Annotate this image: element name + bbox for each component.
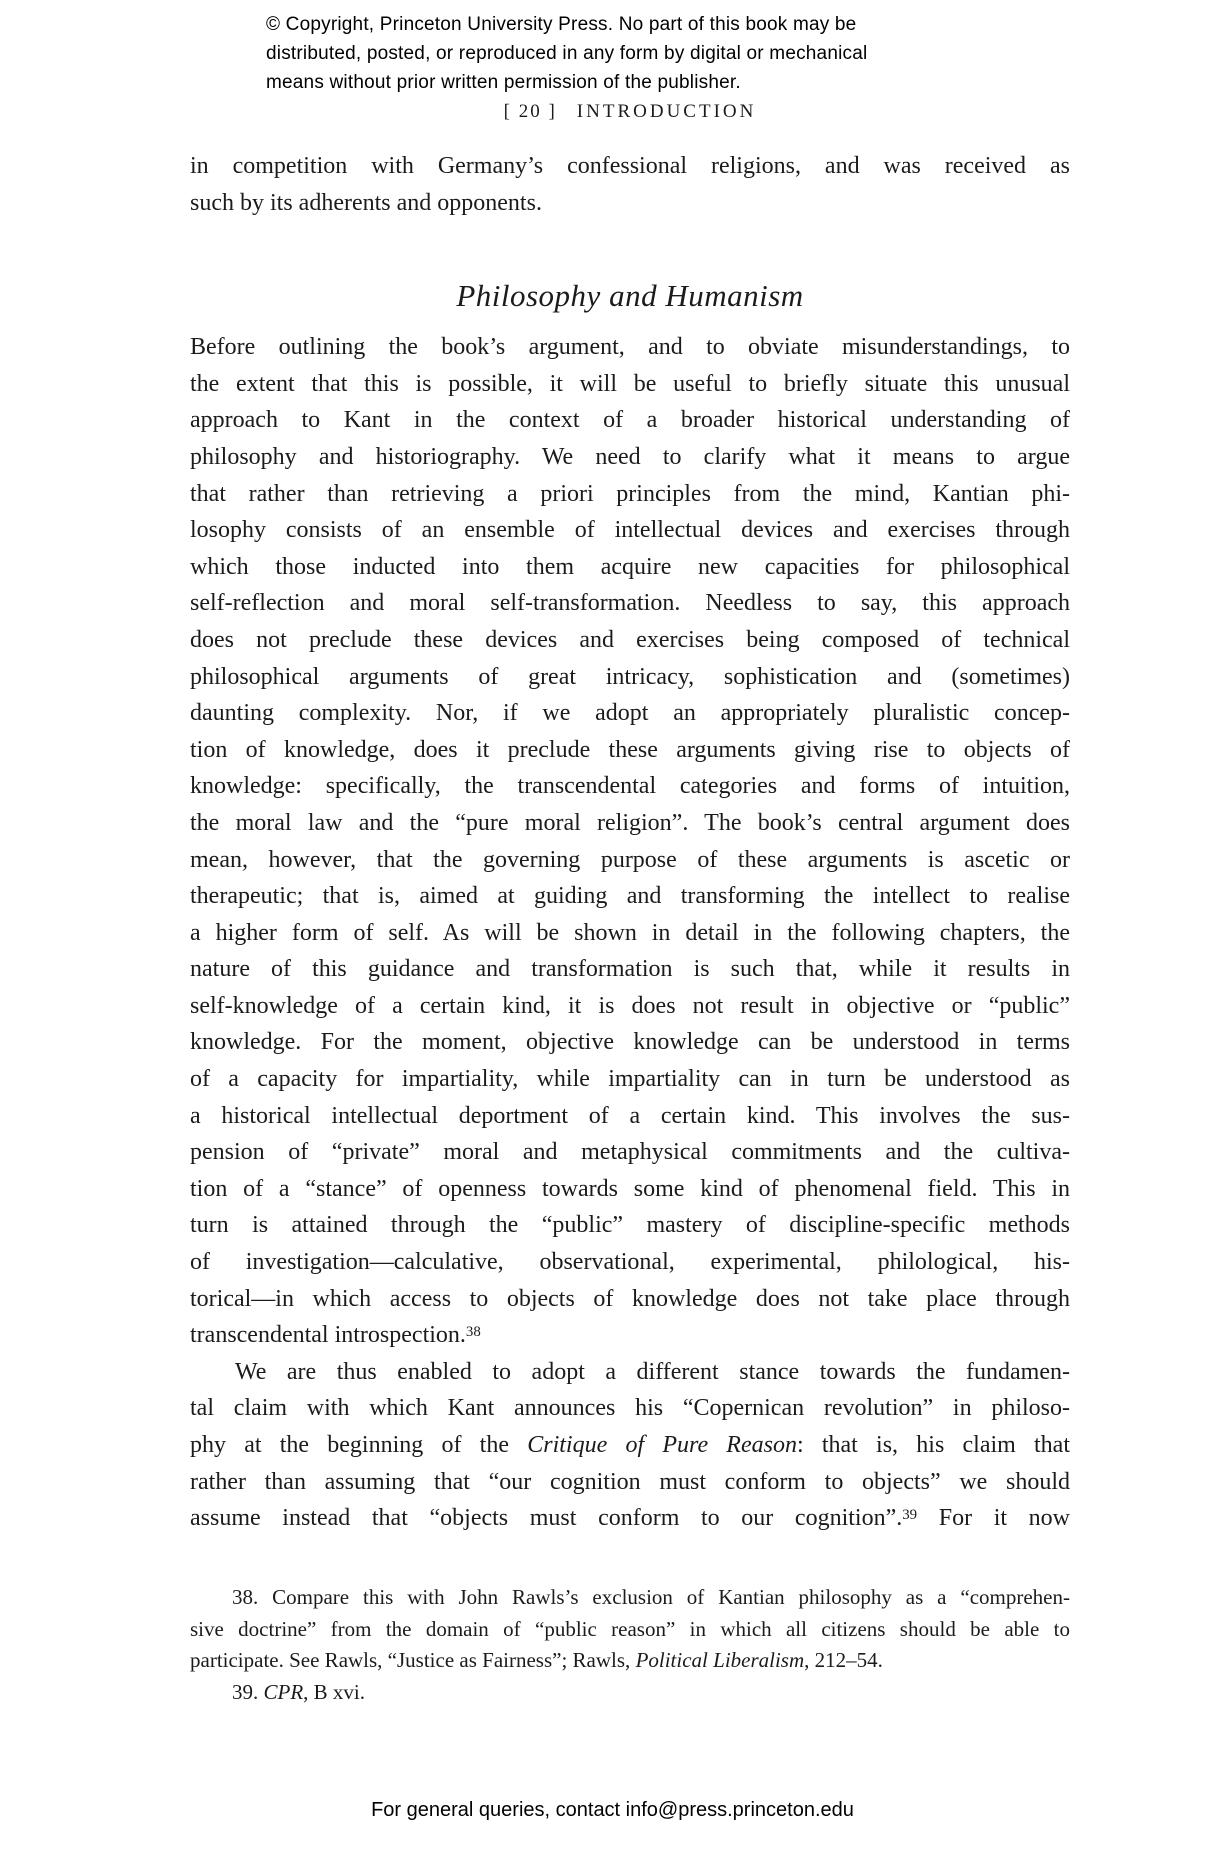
text-line: the moral law and the “pure moral religion”. The book’s central argument does [190, 809, 1070, 836]
text-line: of a capacity for impartiality, while impartiality can in turn be understood as [190, 1066, 1070, 1093]
page-number: [ 20 ] [503, 101, 557, 122]
text-line: Before outlining the book’s argument, and to obviate misunderstandings, to [190, 334, 1070, 361]
text-line: daunting complexity. Nor, if we adopt an appropriately pluralistic concep- [190, 700, 1070, 727]
text-line: assume instead that “objects must conform to our cognition”.$^{39}$ For it now [190, 1505, 1071, 1532]
footnote [190, 1677, 1070, 1709]
footnote [190, 1582, 1070, 1677]
text-line: turn is attained through the “public” mastery of discipline-specific methods [190, 1212, 1070, 1239]
text-line: that rather than retrieving a priori principles from the mind, Kantian phi- [190, 480, 1070, 507]
text-line: tal claim with which Kant announces his “Copernican revolution” in philoso- [190, 1395, 1070, 1422]
text-line: such by its adherents and opponents. [190, 189, 542, 216]
paragraph [190, 148, 1070, 221]
copyright-line: © Copyright, Princeton University Press. No part of this book may be [266, 14, 857, 35]
copyright-line: means without prior written permission of the publisher. [266, 72, 741, 93]
text-line: tion of a “stance” of openness towards some kind of phenomenal field. This in [190, 1175, 1070, 1202]
text-line: knowledge: specifically, the transcendental categories and forms of intuition, [190, 773, 1070, 800]
text-line: rather than assuming that “our cognition must conform to objects” we should [190, 1468, 1070, 1495]
text-line: of investigation—calculative, observational, experimental, philological, his- [190, 1249, 1070, 1276]
text-line: We are thus enabled to adopt a different stance towards the fundamen- [235, 1358, 1070, 1385]
text-line: a higher form of self. As will be shown in detail in the following chapters, the [190, 919, 1070, 946]
running-head [190, 100, 1070, 124]
text-line: 39. CPR, B xvi. [232, 1679, 366, 1704]
text-line: participate. See Rawls, “Justice as Fairness”; Rawls, Political Liberalism, 212–54. [190, 1648, 883, 1672]
text-line: which those inducted into them acquire new capacities for philosophical [190, 553, 1070, 580]
copyright-notice [266, 10, 867, 97]
footnotes [190, 1582, 1070, 1708]
paragraph [190, 1354, 1070, 1537]
text-column [190, 148, 1070, 1537]
text-line: therapeutic; that is, aimed at guiding and transforming the intellect to realise [190, 883, 1070, 910]
text-line: torical—in which access to objects of knowledge does not take place through [190, 1285, 1070, 1312]
text-line: phy at the beginning of the Critique of Pure Reason: that is, his claim that [190, 1432, 1071, 1458]
text-line: knowledge. For the moment, objective knowledge can be understood in terms [190, 1029, 1070, 1056]
paragraph [190, 329, 1070, 1354]
copyright-line: distributed, posted, or reproduced in any form by digital or mechanical [266, 43, 868, 64]
text-line: a historical intellectual deportment of a certain kind. This involves the sus- [190, 1102, 1070, 1129]
section-heading: Philosophy and Humanism [456, 278, 804, 314]
footer-contact: For general queries, contact info@press.princeton.edu [371, 1799, 854, 1821]
text-line: approach to Kant in the context of a broader historical understanding of [190, 407, 1070, 434]
running-head-title: INTRODUCTION [576, 101, 757, 122]
text-line: nature of this guidance and transformation is such that, while it results in [190, 956, 1070, 983]
text-line: self-reflection and moral self-transformation. Needless to say, this approach [190, 590, 1070, 617]
text-line: does not preclude these devices and exercises being composed of technical [190, 626, 1070, 653]
text-line: mean, however, that the governing purpose of these arguments is ascetic or [190, 846, 1070, 873]
text-line: transcendental introspection.$^{38}$ [190, 1322, 481, 1349]
text-line: 38. Compare this with John Rawls’s exclusion of Kantian philosophy as a “comprehen- [232, 1585, 1070, 1609]
text-line: sive doctrine” from the domain of “public reason” in which all citizens should be able to [190, 1616, 1070, 1641]
text-line: in competition with Germany’s confessional religions, and was received as [190, 153, 1070, 179]
text-line: tion of knowledge, does it preclude these arguments giving rise to objects of [190, 736, 1070, 763]
text-line: losophy consists of an ensemble of intellectual devices and exercises through [190, 517, 1070, 544]
text-line: self-knowledge of a certain kind, it is does not result in objective or “public” [190, 992, 1070, 1019]
text-line: pension of “private” moral and metaphysical commitments and the cultiva- [190, 1139, 1070, 1166]
text-line: philosophical arguments of great intricacy, sophistication and (sometimes) [190, 663, 1070, 690]
text-line: the extent that this is possible, it will be useful to briefly situate this unusual [190, 370, 1070, 397]
text-line: philosophy and historiography. We need to clarify what it means to argue [190, 443, 1070, 470]
